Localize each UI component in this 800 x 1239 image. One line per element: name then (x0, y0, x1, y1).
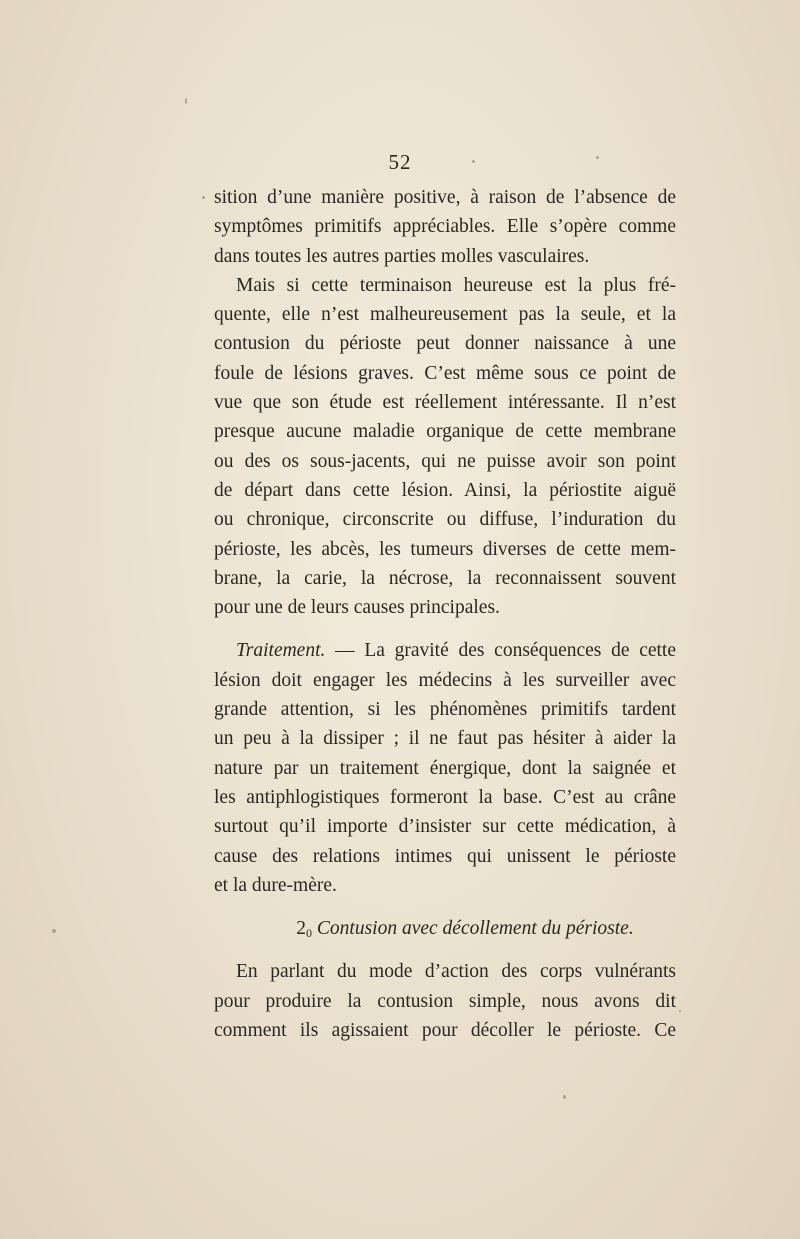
heading-number: 2 (296, 918, 307, 940)
spacer (214, 943, 676, 957)
spacer (214, 900, 676, 914)
paper-speck (679, 1010, 681, 1012)
body-text (214, 183, 676, 1045)
em-dash: — (325, 640, 365, 662)
paragraph (214, 271, 676, 623)
text-line: En parlant du mode d’action des corps vulnérants (236, 961, 676, 983)
text-line: pour une de leurs causes principales. (214, 597, 500, 619)
text-line: surtout qu’il importe d’insister sur cette médication, à (214, 816, 676, 838)
text-line: presque aucune maladie organique de cette membrane (214, 421, 676, 443)
text-line: pour produire la contusion simple, nous avons dit (214, 990, 676, 1012)
paper-speck (52, 929, 56, 933)
text-line: et la dure-mère. (214, 874, 337, 896)
text-line: sition d’une manière positive, à raison de l’absence de (214, 187, 676, 208)
text-line: foule de lésions graves. C’est même sous ce point de (214, 362, 676, 384)
paper-speck (202, 196, 205, 199)
heading-text: Contusion avec décollement du périoste. (316, 918, 634, 940)
text-line: de départ dans cette lésion. Ainsi, la périostite aiguë (214, 479, 676, 501)
text-line: ou des os sous-jacents, qui ne puisse avoir son point (214, 450, 676, 472)
text-line: vue que son étude est réellement intéressante. Il n’est (214, 392, 676, 414)
text-line: Mais si cette terminaison heureuse est la plus fré- (236, 274, 676, 296)
text-line: dans toutes les autres parties molles vasculaires. (214, 245, 590, 267)
section-label: Traitement. (236, 640, 326, 662)
paper-speck (185, 98, 187, 104)
text-span: La gravité des conséquences de cette (364, 640, 677, 662)
paper-speck (563, 1095, 566, 1099)
text-line: brane, la carie, la nécrose, la reconnaissent souvent (214, 567, 676, 589)
text-line: lésion doit engager les médecins à les surveiller avec (214, 669, 676, 691)
paragraph (214, 183, 676, 271)
spacer (214, 622, 676, 636)
text-line: grande attention, si les phénomènes primitifs tardent (214, 699, 676, 721)
text-line: périoste, les abcès, les tumeurs diverses de cette mem- (214, 538, 676, 560)
text-line: nature par un traitement énergique, dont la saignée et (214, 757, 676, 779)
text-line: un peu à la dissiper ; il ne faut pas hésiter à aider la (214, 728, 676, 750)
paragraph (214, 636, 676, 900)
text-line: quente, elle n’est malheureusement pas la seule, et la (214, 304, 676, 326)
text-line: contusion du périoste peut donner naissance à une (214, 333, 676, 355)
text-line: symptômes primitifs appréciables. Elle s’opère comme (214, 216, 676, 238)
text-line: les antiphlogistiques formeront la base. C’est au crâne (214, 786, 676, 808)
text-line: comment ils agissaient pour décoller le périoste. Ce (214, 1020, 676, 1042)
page-number: 52 (388, 150, 412, 174)
text-line: cause des relations intimes qui unissent le périoste (214, 845, 676, 867)
heading-sub: 0 (306, 926, 313, 941)
text-line (214, 636, 676, 665)
paragraph (214, 957, 676, 1045)
section-heading (214, 914, 676, 943)
text-line: ou chronique, circonscrite ou diffuse, l’induration du (214, 509, 676, 531)
